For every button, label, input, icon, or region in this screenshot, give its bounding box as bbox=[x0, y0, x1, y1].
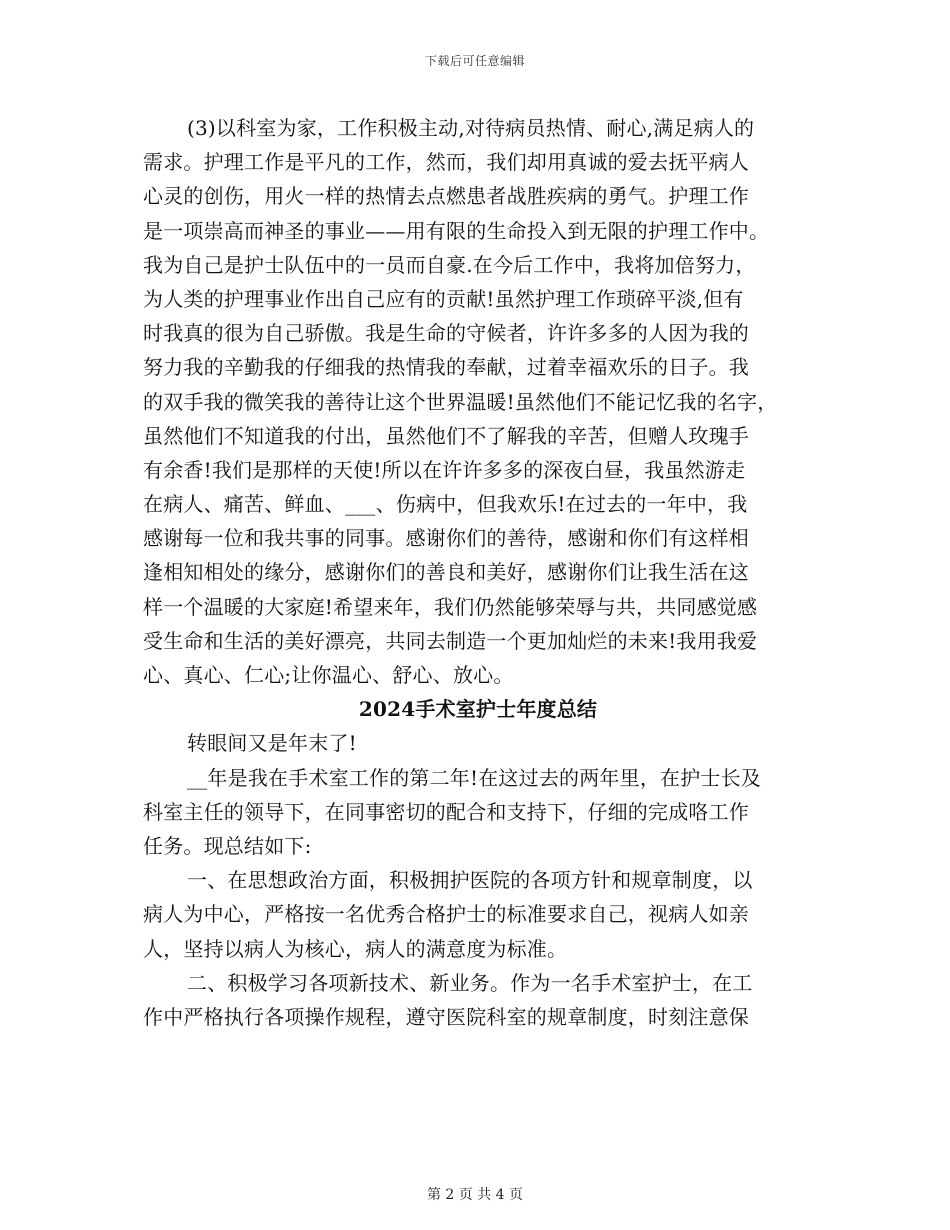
text-line: 努力我的辛勤我的仔细我的热情我的奉献，过着幸福欢乐的日子。我 bbox=[143, 355, 749, 380]
text-line: 任务。现总结如下: bbox=[143, 833, 312, 858]
section-title: 2024手术室护士年度总结 bbox=[358, 697, 598, 722]
text-line: 样一个温暖的大家庭!希望来年，我们仍然能够荣辱与共，共同感觉感 bbox=[143, 594, 758, 619]
text-line: 心、真心、仁心;让你温心、舒心、放心。 bbox=[143, 663, 514, 687]
text-line: 心灵的创伤，用火一样的热情去点燃患者战胜疾病的勇气。护理工作 bbox=[143, 184, 749, 209]
text-line: 在病人、痛苦、鲜血、___、伤病中，但我欢乐!在过去的一年中，我 bbox=[143, 492, 748, 517]
text-line: 虽然他们不知道我的付出，虽然他们不了解我的辛苦，但赠人玫瑰手 bbox=[143, 423, 749, 448]
text-line: 科室主任的领导下，在同事密切的配合和支持下，仔细的完成咯工作 bbox=[143, 799, 749, 824]
text-line: 作中严格执行各项操作规程，遵守医院科室的规章制度，时刻注意保 bbox=[143, 1004, 749, 1029]
text-line: (3)以科室为家，工作积极主动,对待病员热情、耐心,满足病人的 bbox=[187, 116, 755, 140]
text-line: 人，坚持以病人为核心，病人的满意度为标准。 bbox=[143, 936, 568, 961]
text-line: 逢相知相处的缘分，感谢你们的善良和美好，感谢你们让我生活在这 bbox=[143, 560, 749, 585]
page-header-note: 下载后可任意编辑 bbox=[424, 54, 525, 68]
text-line: 我为自己是护士队伍中的一员而自豪.在今后工作中，我将加倍努力， bbox=[143, 252, 756, 277]
text-line: 受生命和生活的美好漂亮，共同去制造一个更加灿烂的未来!我用我爱 bbox=[143, 628, 758, 653]
text-line: 的双手我的微笑我的善待让这个世界温暖!虽然他们不能记忆我的名字， bbox=[143, 389, 778, 414]
text-line: 需求。护理工作是平凡的工作，然而，我们却用真诚的爱去抚平病人 bbox=[143, 150, 749, 175]
text-line: 一、在思想政治方面，积极拥护医院的各项方针和规章制度，以 bbox=[187, 868, 753, 893]
page-number: 第 2 页 共 4 页 bbox=[426, 1187, 524, 1203]
text-line: 有余香!我们是那样的天使!所以在许许多多的深夜白昼，我虽然游走 bbox=[143, 457, 746, 482]
text-line: 是一项崇高而神圣的事业——用有限的生命投入到无限的护理工作中。 bbox=[143, 218, 770, 243]
text-line: 时我真的很为自己骄傲。我是生命的守候者，许许多多的人因为我的 bbox=[143, 321, 749, 346]
text-line: 感谢每一位和我共事的同事。感谢你们的善待，感谢和你们有这样相 bbox=[143, 526, 749, 551]
intro-line: 转眼间又是年末了! bbox=[187, 731, 357, 756]
text-line: 二、积极学习各项新技术、新业务。作为一名手术室护士，在工 bbox=[187, 970, 753, 995]
text-line: 病人为中心，严格按一名优秀合格护士的标准要求自己，视病人如亲 bbox=[143, 902, 749, 927]
document-body bbox=[143, 111, 813, 1034]
text-line: 为人类的护理事业作出自己应有的贡献!虽然护理工作琐碎平淡,但有 bbox=[143, 286, 744, 311]
text-line: __年是我在手术室工作的第二年!在这过去的两年里，在护士长及 bbox=[187, 765, 762, 790]
